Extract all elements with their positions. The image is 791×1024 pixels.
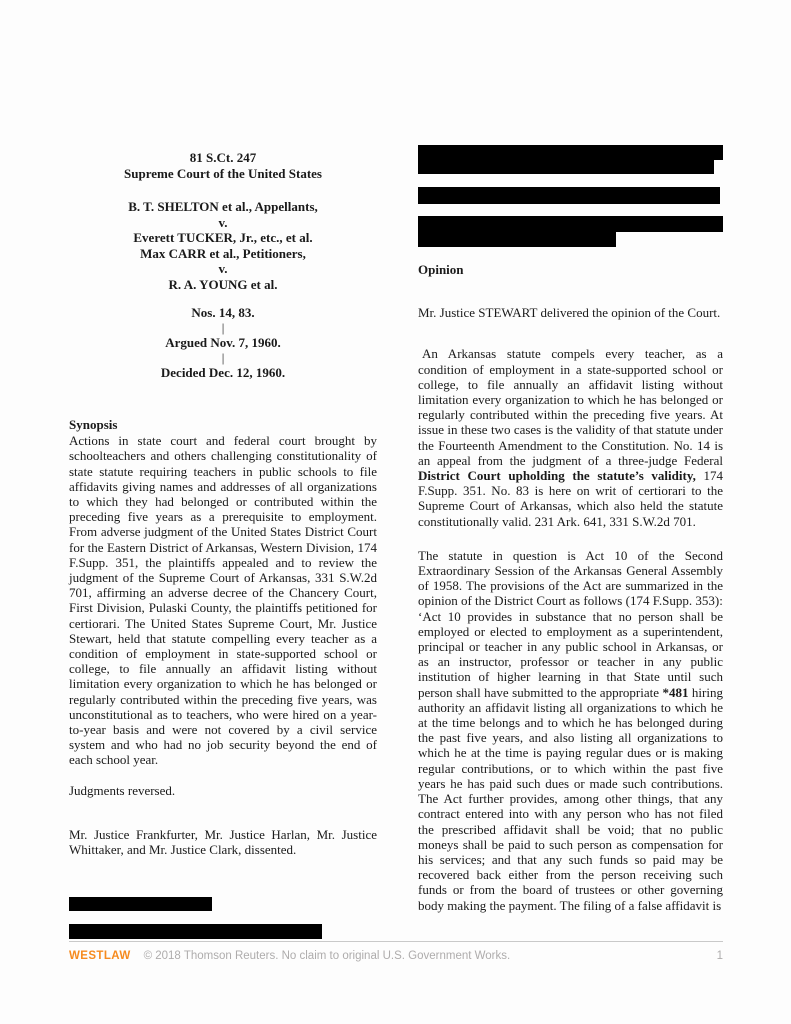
- redaction-bar: [418, 145, 723, 160]
- case-header: [69, 150, 377, 380]
- star-page-marker: *481: [662, 684, 689, 700]
- opinion-attribution: Mr. Justice STEWART delivered the opinion of the Court.: [418, 305, 721, 321]
- right-column: [418, 145, 723, 939]
- redaction-bar: [69, 924, 322, 939]
- case-citation: 81 S.Ct. 247: [189, 150, 257, 165]
- synopsis-heading: Synopsis: [69, 417, 118, 432]
- redaction-bar: [418, 160, 714, 174]
- redaction-bar: [69, 897, 212, 911]
- opinion-paragraph-3: [418, 609, 723, 913]
- right-redaction-block: [418, 145, 723, 247]
- left-redaction-block: [69, 897, 377, 939]
- redaction-bar: [418, 187, 720, 204]
- date-decided: Decided Dec. 12, 1960.: [160, 365, 286, 380]
- party-versus: v.: [218, 261, 228, 276]
- page-footer: [69, 941, 723, 962]
- bold-citation-phrase: District Court upholding the statute’s validity,: [418, 468, 696, 484]
- parties-block: [69, 199, 377, 292]
- docket-block: [69, 305, 377, 380]
- synopsis-text: Actions in state court and federal court brought by schoolteachers and others challenging constitutionality of state statute requiring teachers in public schools to file affidavits giving names and addresses of all organizations to which they had belonged or contributed within the preceding five years as a prerequisite to employment. From adverse judgment of the United States District Court for the Eastern District of Arkansas, Western Division, 174 F.Supp. 351, the plaintiffs appealed and to review the judgment of the Supreme Court of Arkansas, 331 S.W.2d 701, affirming an adverse decree of the Chancery Court, First Division, Pulaski County, the plaintiffs petitioned for certiorari. The United States Supreme Court, Mr. Justice Stewart, held that statute compelling every teacher as a condition of employment in state-supported school or college, to file annually an affidavit listing without limitation every organization to which he has belonged or regularly contributed within the preceding five years, was unconstitutional as to teachers, who were hired on a year-to-year basis and were not covered by a civil service system and who had no job security beyond the end of each school year.: [69, 433, 377, 768]
- date-argued: Argued Nov. 7, 1960.: [165, 335, 281, 350]
- party-line: R. A. YOUNG et al.: [168, 276, 278, 292]
- opinion-paragraph-3-continued: hiring authority an affidavit listing all organizations to which he at the time belongs and to which he has belonged during the past five years, and also listing all organizations to which he at the time is paying regular dues or is making regular contributions, or to which within the past five years he has paid such dues or made such contributions. The Act further provides, among other things, that any contract entered into with any person who has not filed the prescribed affidavit shall be void; that no public moneys shall be paid to such person as compensation for his services; and that any such funds so paid may be recovered back either from the person receiving such funds or from the board of trustees or other governing body making the payment. The filing of a false affidavit is: [418, 684, 723, 913]
- court-name: Supreme Court of the United States: [124, 166, 322, 181]
- pipe-separator: |: [221, 320, 225, 335]
- opinion-paragraph-1-text: An Arkansas statute compels every teacher, as a condition of employment in a state-supported school or college, to file annually an affidavit listing without limitation every organization to which he has belonged or regularly contributed within the preceding five years. At issue in these two cases is the validity of that statute under the Fourteenth Amendment to the Constitution. No. 14 is an appeal from the judgment of a three-judge Federal: [418, 346, 723, 468]
- westlaw-logo: WESTLAW: [69, 950, 131, 962]
- judgments-line: Judgments reversed.: [69, 782, 176, 798]
- opinion-paragraph-2: The statute in question is Act 10 of the Second Extraordinary Session of the Arkansas General Assembly of 1958. The provisions of the Act are summarized in the opinion of the District Court as follows (174 F.Supp. 353):: [418, 547, 723, 609]
- opinion-paragraph-1-continued: 174 F.Supp. 351. No. 83 is here on writ of certiorari to the Supreme Court of Arkansas, which also held the statute constitutionally valid. 231 Ark. 641, 331 S.W.2d 701.: [418, 468, 723, 529]
- party-line: Everett TUCKER, Jr., etc., et al.: [133, 230, 313, 245]
- document-columns: [69, 145, 723, 939]
- dissent-line: Mr. Justice Frankfurter, Mr. Justice Harlan, Mr. Justice Whittaker, and Mr. Justice Clark, dissented.: [69, 826, 377, 858]
- opinion-heading: Opinion: [418, 262, 464, 277]
- redaction-bar: [418, 232, 616, 247]
- docket-number: Nos. 14, 83.: [191, 305, 255, 320]
- opinion-paragraph-3-text: ‘Act 10 provides in substance that no person shall be employed or elected to employment as a superintendent, principal or teacher in any public school in Arkansas, or as an instructor, professor or teacher in any public institution of higher learning in that State until such person shall have submitted to the appropriate: [418, 608, 723, 700]
- pipe-separator: |: [221, 350, 225, 365]
- left-column: [69, 145, 377, 939]
- party-line: Max CARR et al., Petitioners,: [140, 245, 306, 261]
- copyright-text: © 2018 Thomson Reuters. No claim to original U.S. Government Works.: [143, 950, 511, 962]
- party-versus: v.: [218, 214, 228, 230]
- opinion-paragraph-1: [418, 346, 723, 528]
- redaction-bar: [418, 216, 723, 232]
- page-number: 1: [716, 950, 723, 962]
- party-line: B. T. SHELTON et al., Appellants,: [128, 199, 318, 214]
